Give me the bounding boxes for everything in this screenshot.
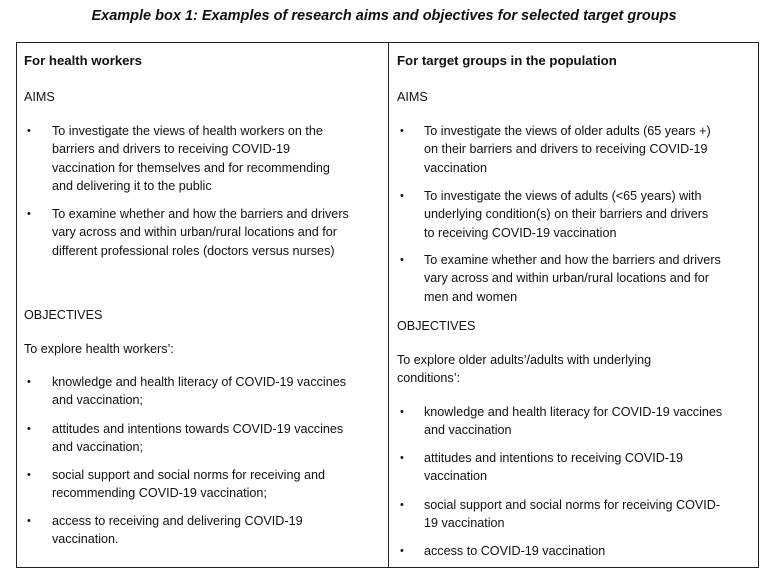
text-line: To explore older adults’/adults with underlying (397, 353, 652, 367)
text-line: to receiving COVID-19 vaccination (424, 225, 617, 240)
text-line: 19 vaccination (424, 516, 505, 531)
bullet-icon: • (27, 469, 31, 481)
objective-item (52, 512, 303, 549)
objectives-intro (397, 351, 651, 388)
text-line: attitudes and intentions to receiving COVID-19 (424, 451, 684, 465)
bullet-icon: • (400, 125, 404, 137)
text-line: and delivering it to the public (52, 179, 212, 194)
objective-item (424, 542, 605, 560)
text-line: vaccination. (52, 532, 119, 547)
text-line: To investigate the views of health workers on the (52, 124, 323, 138)
text-line: vary across and within urban/rural locations and for (424, 271, 709, 286)
aim-item (424, 122, 711, 177)
text-line: and vaccination; (52, 440, 144, 455)
text-line: knowledge and health literacy of COVID-19 vaccines (52, 375, 347, 389)
text-line: vaccination for themselves and for recommending (52, 160, 330, 175)
aim-item (52, 205, 349, 260)
box-title: Example box 1: Examples of research aims and objectives for selected target groups (91, 8, 677, 24)
text-line: conditions’: (397, 371, 461, 386)
text-line: and vaccination (424, 423, 512, 438)
aim-item (424, 187, 708, 242)
bullet-icon: • (27, 515, 31, 527)
bullet-icon: • (400, 406, 404, 418)
text-line: To investigate the views of adults (<65 years) with (424, 189, 702, 203)
text-line: barriers and drivers to receiving COVID-19 (52, 142, 290, 157)
aims-label: AIMS (397, 90, 428, 104)
left-column-heading: For health workers (24, 53, 142, 68)
text-line: on their barriers and drivers to receiving COVID-19 (424, 142, 708, 157)
objective-item (424, 403, 722, 440)
objectives-label: OBJECTIVES (397, 319, 476, 333)
bullet-icon: • (400, 452, 404, 464)
text-line: To investigate the views of older adults (65 years +) (424, 124, 711, 138)
objective-item (424, 496, 720, 533)
bullet-icon: • (400, 545, 404, 557)
text-line: and vaccination; (52, 393, 144, 408)
text-line: vary across and within urban/rural locations and for (52, 225, 337, 240)
bullet-icon: • (400, 254, 404, 266)
bullet-icon: • (400, 499, 404, 511)
bullet-icon: • (27, 208, 31, 220)
bullet-icon: • (27, 423, 31, 435)
text-line: vaccination (424, 469, 488, 484)
objective-item (52, 420, 343, 457)
text-line: access to receiving and delivering COVID-19 (52, 514, 303, 528)
column-divider (388, 42, 389, 568)
text-line: To explore health workers’: (24, 342, 174, 356)
text-line: knowledge and health literacy for COVID-19 vaccines (424, 405, 723, 419)
objective-item (52, 466, 325, 503)
aim-item (424, 251, 721, 306)
text-line: different professional roles (doctors versus nurses) (52, 243, 335, 258)
text-line: access to COVID-19 vaccination (424, 544, 606, 558)
bullet-icon: • (400, 190, 404, 202)
objective-item (52, 373, 346, 410)
bullet-icon: • (27, 376, 31, 388)
text-line: underlying condition(s) on their barriers and drivers (424, 207, 709, 222)
text-line: social support and social norms for receiving COVID- (424, 498, 721, 512)
right-column-heading: For target groups in the population (397, 53, 617, 68)
text-line: To examine whether and how the barriers and drivers (424, 253, 721, 267)
text-line: social support and social norms for receiving and (52, 468, 326, 482)
text-line: attitudes and intentions towards COVID-19 vaccines (52, 422, 344, 436)
text-line: men and women (424, 289, 518, 304)
objective-item (424, 449, 683, 486)
bullet-icon: • (27, 125, 31, 137)
text-line: recommending COVID-19 vaccination; (52, 486, 267, 501)
objectives-intro (24, 340, 174, 358)
text-line: vaccination (424, 160, 488, 175)
aim-item (52, 122, 330, 196)
text-line: To examine whether and how the barriers and drivers (52, 207, 349, 221)
aims-label: AIMS (24, 90, 55, 104)
objectives-label: OBJECTIVES (24, 308, 103, 322)
